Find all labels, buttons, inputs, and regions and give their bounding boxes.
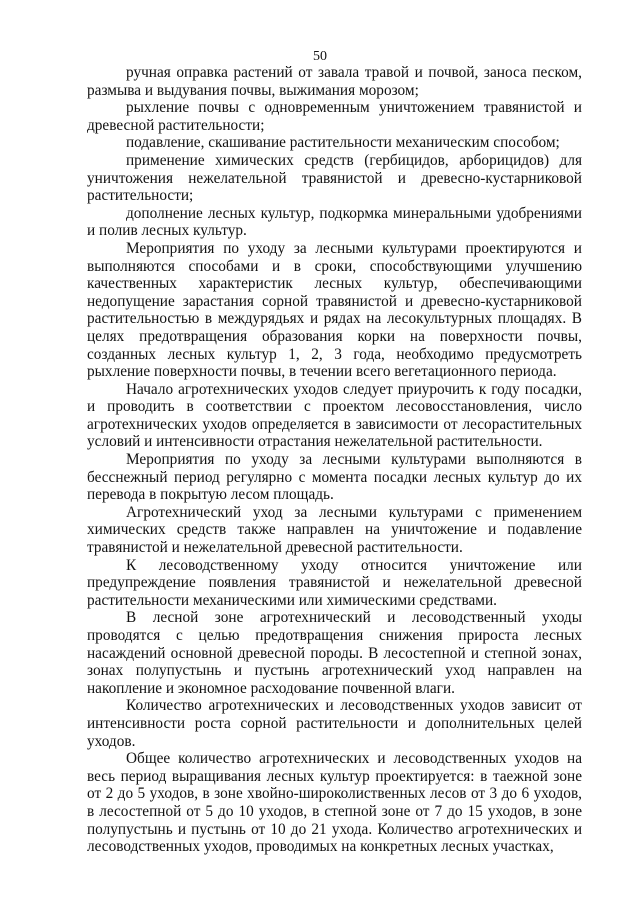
paragraph: Количество агротехнических и лесоводственных уходов зависит от интенсивности роста сорной растительности и дополнительных целей уходов.	[87, 697, 582, 750]
paragraph: рыхление почвы с одновременным уничтожением травянистой и древесной растительности;	[87, 99, 582, 134]
paragraph: ручная оправка растений от завала травой и почвой, заноса песком, размыва и выдувания почвы, выжимания морозом;	[87, 64, 582, 99]
paragraph: К лесоводственному уходу относится уничтожение или предупреждение появления травянистой и нежелательной древесной растительности механическими или химическими средствами.	[87, 556, 582, 609]
paragraph: Общее количество агротехнических и лесоводственных уходов на весь период выращивания лесных культур проектируется: в таежной зоне от 2 до 5 уходов, в зоне хвойно-широколиственных лесов от 3 до 6 уходов, в лесостепной от 5 до 10 уходов, в степной зоне от 7 до 15 уходов, в зоне полупустынь и пустынь от 10 до 21 ухода. Количество агротехнических и лесоводственных уходов, проводимых на конкретных лесных участках,	[87, 750, 582, 856]
body-text	[87, 64, 582, 856]
paragraph: подавление, скашивание растительности механическим способом;	[126, 134, 560, 152]
page-number: 50	[313, 49, 327, 64]
paragraph: применение химических средств (гербицидов, арборицидов) для уничтожения нежелательной травянистой и древесно-кустарниковой растительности;	[87, 151, 582, 205]
paragraph: Агротехнический уход за лесными культурами с применением химических средств также направлен на уничтожение и подавление травянистой и нежелательной древесной растительности.	[87, 503, 582, 557]
paragraph: Начало агротехнических уходов следует приурочить к году посадки, и проводить в соответствии с проектом лесовосстановления, число агротехнических уходов определяется в зависимости от лесорастительных условий и интенсивности отрастания нежелательной растительности.	[87, 380, 582, 451]
paragraph: Мероприятия по уходу за лесными культурами проектируются и выполняются способами и в сроки, способствующими улучшению качественных характеристик лесных культур, обеспечивающими недопущение зарастания сорной травянистой и древесно-кустарниковой растительностью в междурядьях и рядах на лесокультурных площадях. В целях предотвращения образования корки на поверхности почвы, созданных лесных культур 1, 2, 3 года, необходимо предусмотреть рыхление поверхности почвы, в течении всего вегетационного периода.	[87, 239, 582, 381]
paragraph: дополнение лесных культур, подкормка минеральными удобрениями и полив лесных культур.	[87, 204, 582, 240]
paragraph: Мероприятия по уходу за лесными культурами выполняются в бесснежный период регулярно с момента посадки лесных культур до их перевода в покрытую лесом площадь.	[87, 451, 582, 504]
paragraph: В лесной зоне агротехнический и лесоводственный уходы проводятся с целью предотвращения снижения прироста лесных насаждений основной древесной породы. В лесостепной и степной зонах, зонах полупустынь и пустынь агротехнический уход направлен на накопление и экономное расходование почвенной влаги.	[87, 609, 582, 697]
